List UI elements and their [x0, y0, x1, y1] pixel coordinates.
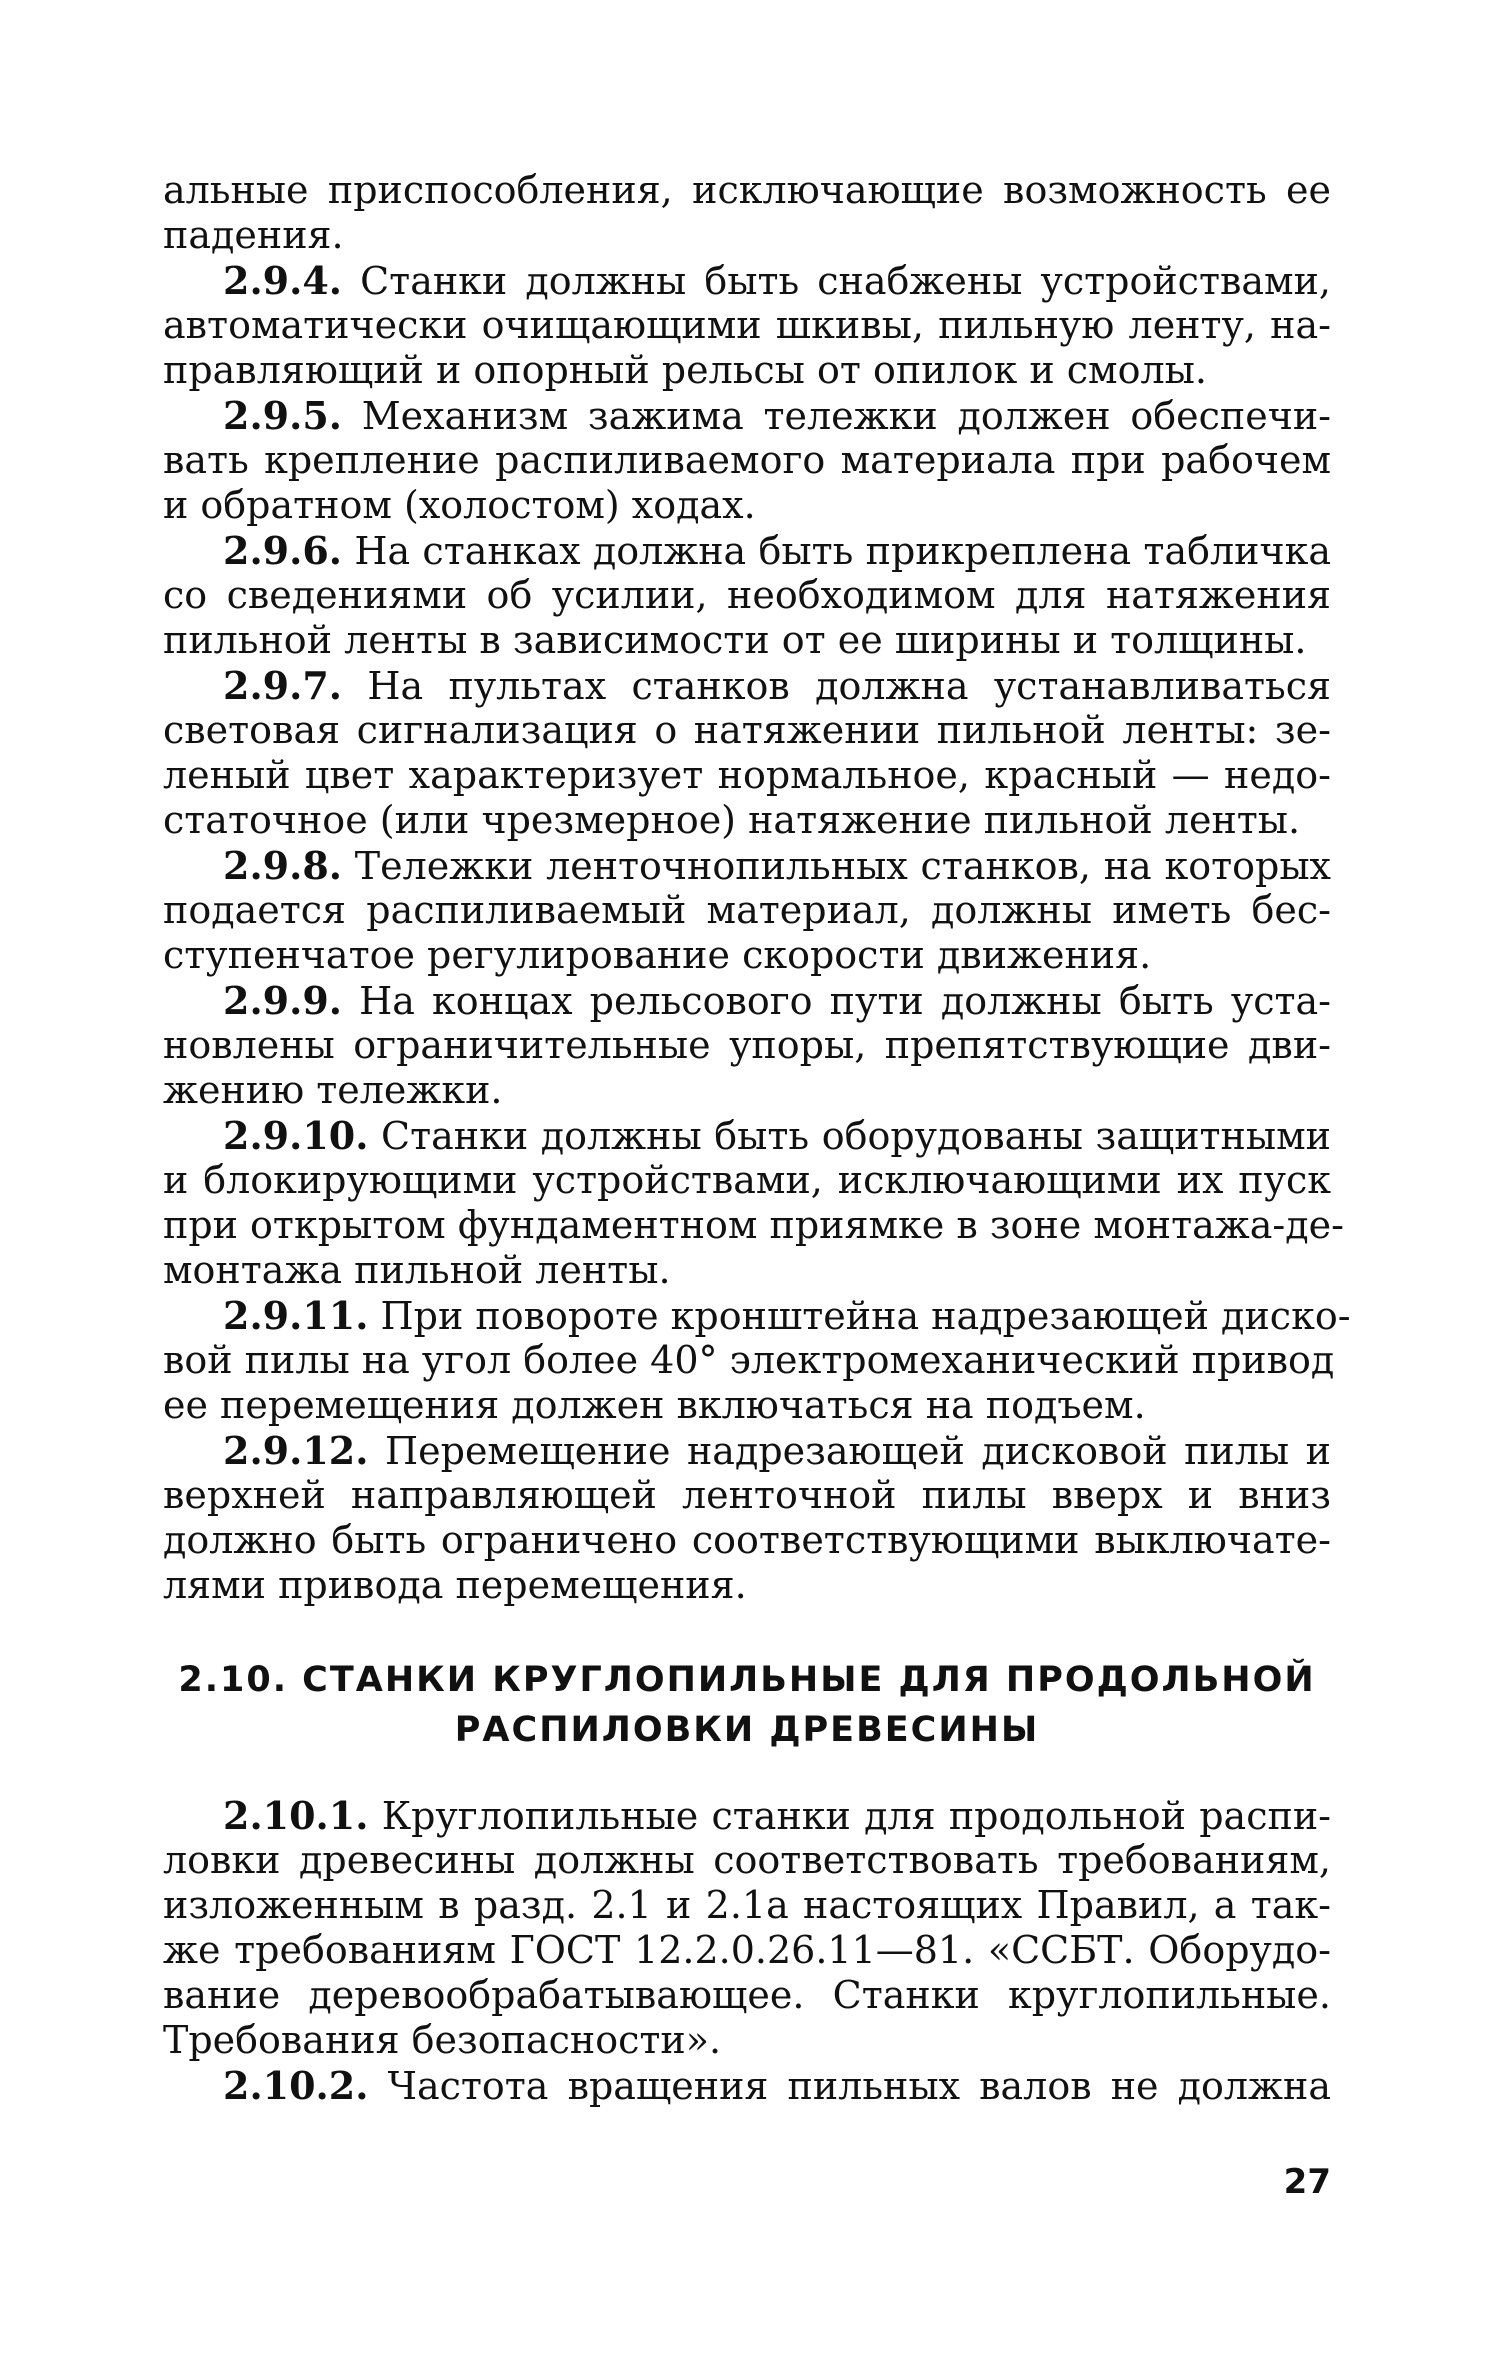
- line-text: альные приспособления, исключающие возможность ее: [163, 168, 1331, 212]
- line-text: вой пилы на угол более 40° электромеханический привод: [163, 1338, 1335, 1382]
- line-text: при открытом фундаментном приямке в зоне монтажа-де-: [163, 1203, 1344, 1247]
- paragraph: [163, 1113, 1344, 1293]
- line-text: новлены ограничительные упоры, препятствующие дви-: [163, 1023, 1331, 1067]
- line-text: Станки должны быть оборудованы защитными: [368, 1114, 1331, 1158]
- text-line: [163, 528, 1331, 573]
- text-line: [163, 1068, 1331, 1113]
- line-text: и блокирующими устройствами, исключающими их пуск: [163, 1158, 1331, 1202]
- paragraph: [163, 393, 1331, 528]
- line-text: монтажа пильной ленты.: [163, 1248, 671, 1292]
- text-line: [163, 573, 1331, 618]
- text-line: [163, 1883, 1331, 1928]
- line-text: статочное (или чрезмерное) натяжение пильной ленты.: [163, 798, 1301, 842]
- paragraph: [163, 843, 1331, 978]
- paragraph-number: 2.10.2.: [223, 2063, 369, 2108]
- paragraph-number: 2.9.9.: [223, 978, 343, 1023]
- text-line: [163, 1838, 1331, 1883]
- section-heading: [163, 1655, 1331, 1755]
- line-text: ее перемещения должен включаться на подъем.: [163, 1383, 1146, 1427]
- text-line: [163, 348, 1331, 393]
- text-line: [163, 618, 1331, 663]
- line-text: Механизм зажима тележки должен обеспечи-: [342, 394, 1331, 438]
- line-text: Перемещение надрезающей дисковой пилы и: [368, 1429, 1331, 1473]
- paragraph: [163, 2063, 1331, 2108]
- text-line: [163, 258, 1331, 303]
- line-text: правляющий и опорный рельсы от опилок и смолы.: [163, 348, 1207, 392]
- text-line: [163, 663, 1331, 708]
- text-line: [163, 1383, 1331, 1428]
- line-text: световая сигнализация о натяжении пильной ленты: зе-: [163, 708, 1331, 752]
- text-line: [163, 213, 1331, 258]
- paragraph-number: 2.9.4.: [223, 258, 343, 303]
- text-line: [163, 1248, 1331, 1293]
- text-line: [163, 1473, 1331, 1518]
- text-line: [163, 798, 1331, 843]
- text-line: [163, 1928, 1331, 1973]
- paragraph-number: 2.10.1.: [223, 1793, 369, 1838]
- text-line: [163, 393, 1331, 438]
- line-text: падения.: [163, 213, 344, 257]
- line-text: ловки древесины должны соответствовать требованиям,: [163, 1838, 1331, 1882]
- paragraph-number: 2.9.5.: [223, 393, 343, 438]
- line-text: леный цвет характеризует нормальное, красный — недо-: [163, 753, 1331, 797]
- line-text: На станках должна быть прикреплена табличка: [342, 529, 1331, 573]
- text-line: [163, 843, 1331, 888]
- paragraph-number: 2.9.12.: [223, 1428, 369, 1473]
- paragraph: [163, 258, 1331, 393]
- text-line: [163, 1973, 1331, 2018]
- paragraph-number: 2.9.8.: [223, 843, 343, 888]
- line-text: изложенным в разд. 2.1 и 2.1а настоящих Правил, а так-: [163, 1883, 1331, 1927]
- line-text: ступенчатое регулирование скорости движения.: [163, 933, 1152, 977]
- paragraph: [163, 1428, 1331, 1608]
- paragraph: [163, 1793, 1331, 2063]
- paragraph: [163, 978, 1331, 1113]
- paragraph-number: 2.9.7.: [223, 663, 343, 708]
- paragraph: [163, 663, 1331, 843]
- paragraph-number: 2.9.6.: [223, 528, 343, 573]
- paragraph: [163, 528, 1331, 663]
- line-text: Круглопильные станки для продольной распи-: [368, 1794, 1331, 1838]
- line-text: вать крепление распиливаемого материала при рабочем: [163, 438, 1331, 482]
- text-line: [163, 1023, 1331, 1068]
- text-line: [163, 1338, 1335, 1383]
- line-text: На концах рельсового пути должны быть уста-: [342, 979, 1331, 1023]
- line-text: автоматически очищающими шкивы, пильную ленту, на-: [163, 303, 1331, 347]
- text-line: [163, 438, 1331, 483]
- line-text: лями привода перемещения.: [163, 1563, 747, 1607]
- page-number: 27: [1283, 2162, 1331, 2202]
- text-line: [163, 978, 1331, 1023]
- section-heading-line-1: 2.10. СТАНКИ КРУГЛОПИЛЬНЫЕ ДЛЯ ПРОДОЛЬНОЙ: [178, 1660, 1316, 1700]
- line-text: жению тележки.: [163, 1068, 503, 1112]
- section-2-9-text: [163, 168, 1351, 1608]
- text-line: [163, 168, 1331, 213]
- text-line: [163, 708, 1331, 753]
- line-text: Станки должны быть снабжены устройствами,: [342, 259, 1331, 303]
- line-text: подается распиливаемый материал, должны иметь бес-: [163, 888, 1331, 932]
- text-line: [163, 1113, 1331, 1158]
- text-line: [163, 303, 1331, 348]
- line-text: Частота вращения пильных валов не должна: [368, 2064, 1331, 2108]
- text-line: [163, 1563, 1331, 1608]
- text-line: [163, 753, 1331, 798]
- text-line: [163, 1518, 1331, 1563]
- line-text: должно быть ограничено соответствующими выключате-: [163, 1518, 1331, 1562]
- paragraph: [163, 168, 1331, 258]
- section-2-10-text: [163, 1793, 1331, 2108]
- line-text: верхней направляющей ленточной пилы вверх и вниз: [163, 1473, 1331, 1517]
- text-line: [163, 1293, 1351, 1338]
- text-line: [163, 1203, 1344, 1248]
- paragraph: [163, 1293, 1351, 1428]
- line-text: со сведениями об усилии, необходимом для натяжения: [163, 573, 1331, 617]
- text-line: [163, 1158, 1331, 1203]
- line-text: вание деревообрабатывающее. Станки круглопильные.: [163, 1973, 1331, 2017]
- text-line: [163, 1428, 1331, 1473]
- text-line: [163, 483, 1331, 528]
- paragraph-number: 2.9.10.: [223, 1113, 369, 1158]
- line-text: и обратном (холостом) ходах.: [163, 483, 756, 527]
- text-line: [163, 2018, 1331, 2063]
- line-text: пильной ленты в зависимости от ее ширины и толщины.: [163, 618, 1307, 662]
- line-text: На пультах станков должна устанавливаться: [342, 664, 1331, 708]
- text-line: [163, 888, 1331, 933]
- line-text: же требованиям ГОСТ 12.2.0.26.11—81. «ССБТ. Оборудо-: [163, 1928, 1331, 1972]
- text-line: [163, 2063, 1331, 2108]
- paragraph-number: 2.9.11.: [223, 1293, 369, 1338]
- text-line: [163, 933, 1331, 978]
- line-text: Требования безопасности».: [163, 2018, 722, 2062]
- text-line: [163, 1793, 1331, 1838]
- line-text: При повороте кронштейна надрезающей диско-: [368, 1294, 1351, 1338]
- section-heading-line-2: РАСПИЛОВКИ ДРЕВЕСИНЫ: [454, 1710, 1040, 1750]
- line-text: Тележки ленточнопильных станков, на которых: [342, 844, 1331, 888]
